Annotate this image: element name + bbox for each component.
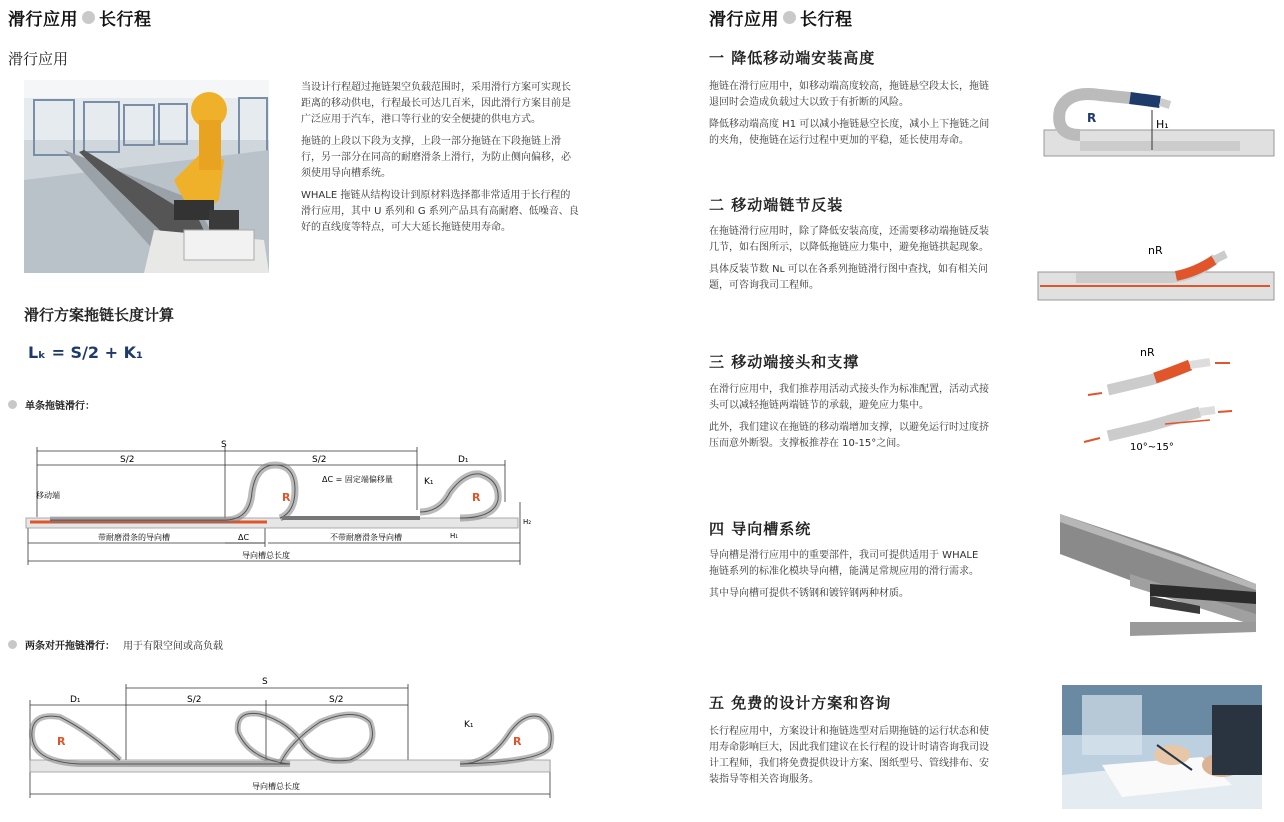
length-formula: Lₖ = S/2 + K₁: [28, 343, 143, 362]
section-4-title: 四 导向槽系统: [709, 520, 812, 538]
section-5-title: 五 免费的设计方案和咨询: [709, 694, 892, 712]
section-3-text: [709, 382, 991, 458]
factory-robot-photo: [24, 80, 269, 273]
bullet-double-note: 用于有限空间或高负载: [123, 641, 223, 652]
left-page-header: [8, 5, 152, 30]
dim2-total-length: 导向槽总长度: [252, 782, 300, 791]
header-dot-icon: [783, 11, 796, 24]
section-1-title: 一 降低移动端安装高度: [709, 49, 876, 67]
r2-label-2: R: [513, 735, 522, 748]
section-2-text: [709, 224, 991, 300]
bullet-double-chain: [8, 637, 223, 652]
section-4-text: [709, 548, 991, 608]
section-4-paragraph-2: 其中导向槽可提供不锈钢和镀锌钢两种材质。: [709, 588, 909, 599]
fig3-angle-label: 10°~15°: [1130, 442, 1174, 453]
total-length-label: 导向槽总长度: [242, 551, 290, 560]
header-part2: 长行程: [800, 10, 853, 30]
header-part1: 滑行应用: [709, 10, 779, 30]
moving-end-label: 移动端: [36, 491, 60, 500]
fig-reverse-links: [1036, 240, 1276, 304]
right-page-header: [709, 5, 853, 30]
fig2-nr-label: nR: [1148, 244, 1163, 257]
fig1-r-label: R: [1087, 111, 1097, 125]
section-1-paragraph-1: 拖链在滑行应用中，如移动端高度较高，拖链悬空段太长，拖链退回时会造成负载过大以致于有折断的风险。: [709, 81, 989, 108]
fig3-nr-label: nR: [1140, 346, 1155, 359]
dim2-s-half-a: S/2: [187, 695, 202, 705]
bullet-dot-icon: [8, 640, 17, 649]
dim-k1: K₁: [424, 477, 434, 487]
dim2-d1: D₁: [70, 695, 81, 705]
guide-channel-photo: [1060, 514, 1256, 642]
r2-label-1: R: [57, 735, 66, 748]
double-chain-diagram: [20, 672, 560, 804]
dim-d1: D₁: [458, 455, 469, 465]
groove-wear-label: 带耐磨滑条的导向槽: [98, 533, 170, 542]
intro-paragraph-1: 当设计行程超过拖链架空负载范围时，采用滑行方案可实现长距离的移动供电，行程最长可达几百米，因此滑行方案目前是广泛应用于汽车，港口等行业的安全便捷的供电方式。: [301, 82, 571, 125]
r-label-1: R: [282, 491, 291, 504]
fig-joint-support: [1080, 340, 1240, 460]
delta-c-label: ΔC: [238, 533, 250, 542]
bullet-single-chain: [8, 397, 95, 412]
dim2-s-half-b: S/2: [329, 695, 344, 705]
section-3-paragraph-2: 此外，我们建议在拖链的移动端增加支撑，以避免运行时过度挤压而意外断裂。支撑板推荐在 10-15°之间。: [709, 422, 989, 449]
section-4-paragraph-1: 导向槽是滑行应用中的重要部件，我司可提供适用于 WHALE 拖链系列的标准化模块导向槽，能满足常规应用的滑行需求。: [709, 550, 979, 577]
intro-paragraph-3: WHALE 拖链从结构设计到原材料选择都非常适用于长行程的滑行应用，其中 U 系列和 G 系列产品具有高耐磨、低噪音、良好的直线度等特点，可大大延长拖链使用寿命。: [301, 190, 579, 233]
bullet-dot-icon: [8, 400, 17, 409]
bullet-double-label: 两条对开拖链滑行：: [25, 641, 115, 652]
left-intro-text: [301, 80, 579, 242]
header-part1: 滑行应用: [8, 10, 78, 30]
h1-label: H₁: [450, 532, 459, 540]
section-2-title: 二 移动端链节反装: [709, 196, 844, 214]
section-1-paragraph-2: 降低移动端高度 H1 可以减小拖链悬空长度，减小上下拖链之间的夹角，使拖链在运行过程中更加的平稳，延长使用寿命。: [709, 119, 990, 146]
calc-title: 滑行方案拖链长度计算: [24, 306, 175, 324]
section-3-title: 三 移动端接头和支撑: [709, 353, 860, 371]
dim-s: S: [221, 440, 227, 450]
consulting-photo: [1062, 685, 1262, 809]
section-3-paragraph-1: 在滑行应用中，我们推荐用活动式接头作为标准配置，活动式接头可以减轻拖链两端链节的承载，避免应力集中。: [709, 384, 989, 411]
section-5-paragraph-1: 长行程应用中，方案设计和拖链选型对后期拖链的运行状态和使用寿命影响巨大，因此我们建议在长行程的设计时请咨询我司设计工程师，我们将免费提供设计方案、图纸型号、管线排布、安装指导等相关咨询服务。: [709, 726, 989, 785]
section-2-paragraph-1: 在拖链滑行应用时，除了降低安装高度，还需要移动端拖链反装几节，如右图所示，以降低拖链应力集中，避免拖链拱起现象。: [709, 226, 989, 253]
fig-mount-height: [1040, 80, 1276, 160]
single-chain-diagram: [20, 432, 540, 572]
header-part2: 长行程: [99, 10, 152, 30]
dim2-k1: K₁: [464, 720, 474, 730]
delta-c-note: ΔC = 固定端偏移量: [322, 475, 393, 484]
dim-s-half-b: S/2: [312, 455, 327, 465]
r-label-2: R: [472, 491, 481, 504]
groove-plain-label: 不带耐磨滑条导向槽: [330, 533, 402, 542]
h2-label: H₂: [523, 518, 532, 526]
dim-s-half-a: S/2: [120, 455, 135, 465]
header-dot-icon: [82, 11, 95, 24]
section-1-text: [709, 79, 991, 155]
dim2-s: S: [262, 677, 268, 687]
section-5-text: [709, 724, 991, 794]
intro-paragraph-2: 拖链的上段以下段为支撑，上段一部分拖链在下段拖链上滑行，另一部分在同高的耐磨滑条上滑行，为防止侧向偏移，必须使用导向槽系统。: [301, 136, 571, 179]
fig1-h1-label: H₁: [1156, 118, 1169, 131]
bullet-single-label: 单条拖链滑行：: [25, 401, 95, 412]
left-subheading: 滑行应用: [8, 50, 69, 68]
section-2-paragraph-2: 具体反装节数 Nʟ 可以在各系列拖链滑行图中查找，如有相关问题，可咨询我司工程师。: [709, 264, 988, 291]
